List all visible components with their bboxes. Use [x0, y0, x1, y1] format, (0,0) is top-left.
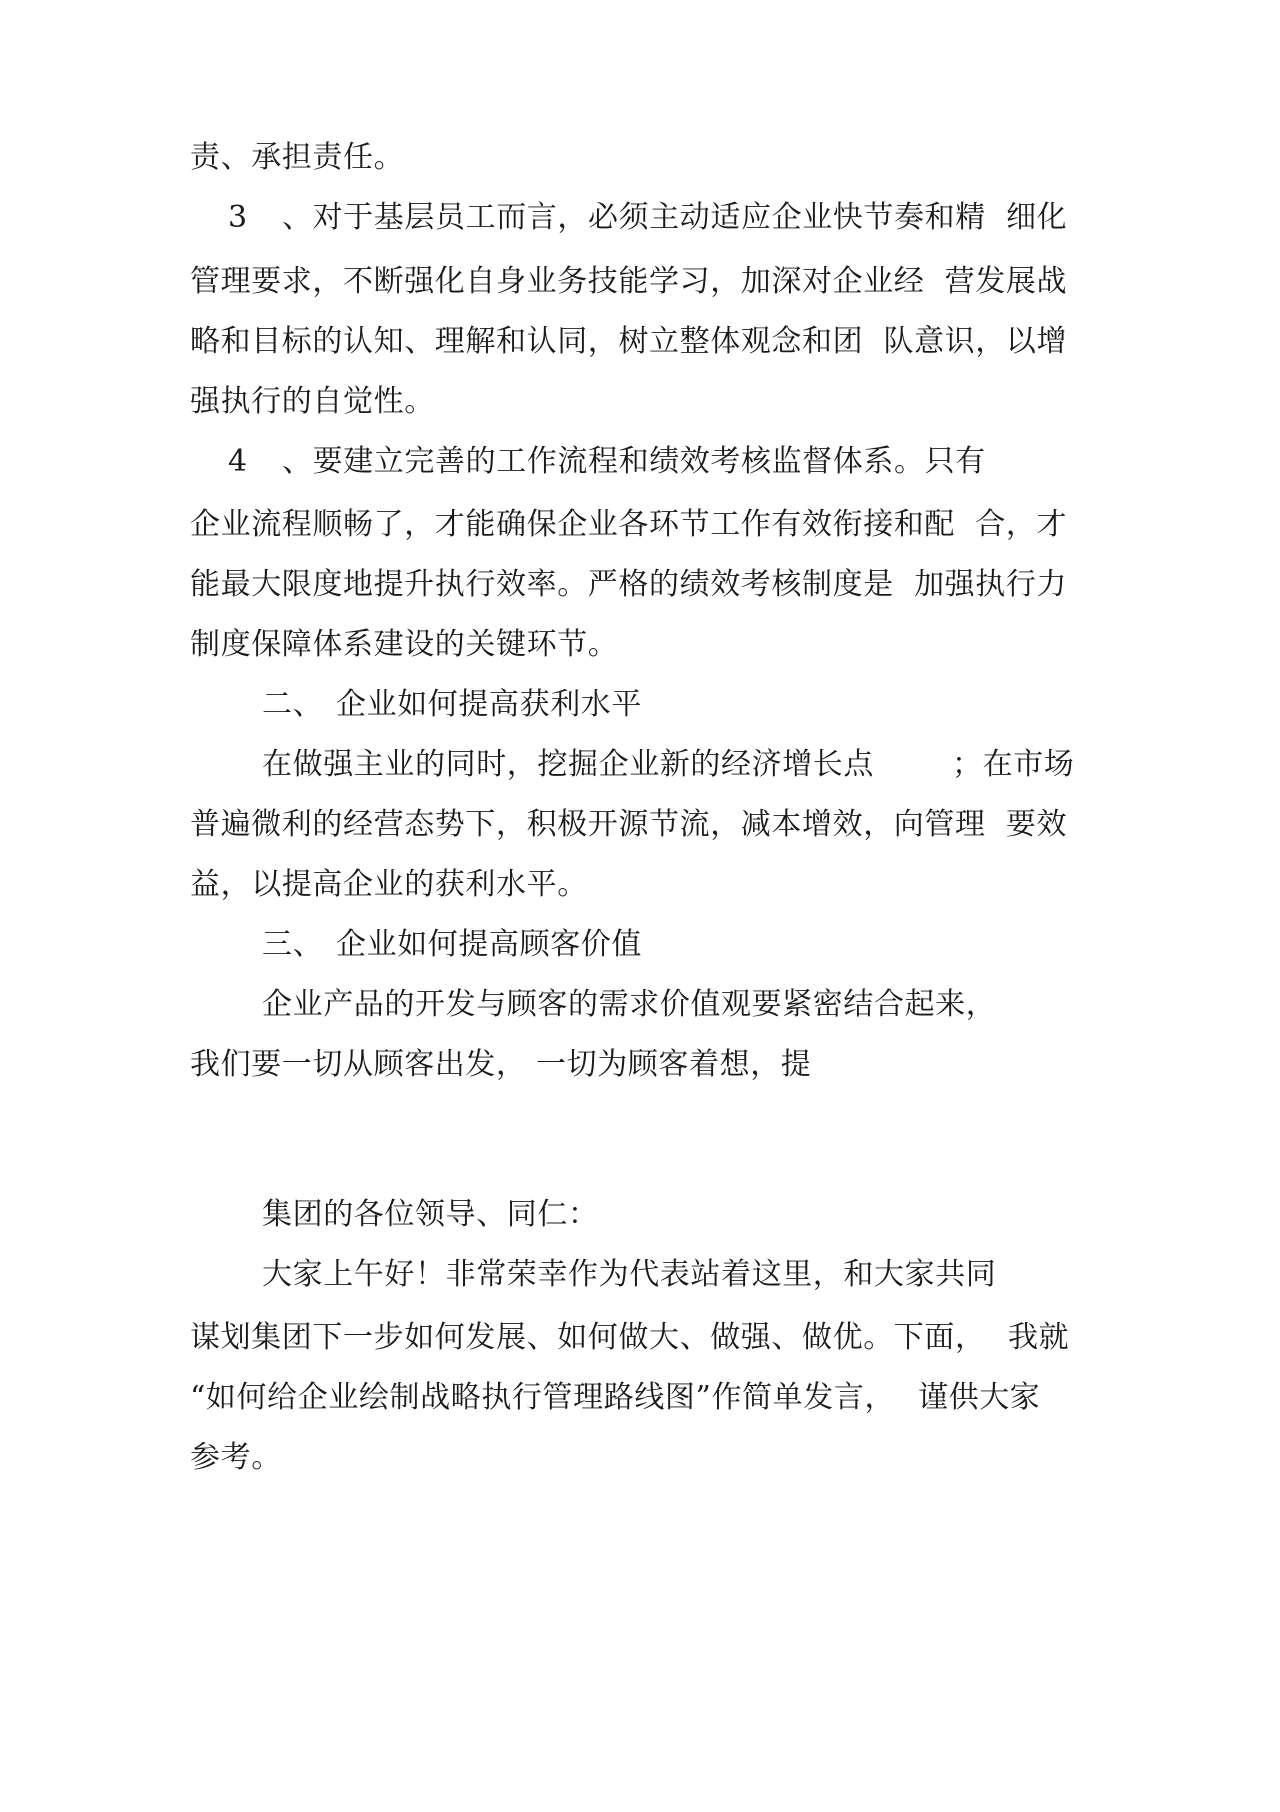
- text-line: 责、承担责任。: [190, 140, 405, 175]
- text-line: 普遍微利的经营态势下，积极开源节流，减本增效，向管理 要效: [190, 807, 1068, 842]
- text-line: 企业流程顺畅了，才能确保企业各环节工作有效衔接和配 合，才: [190, 507, 1068, 542]
- section-heading: 企业如何提高顾客价值: [336, 927, 642, 962]
- text-line: 制度保障体系建设的关键环节。: [190, 627, 619, 662]
- text-line: 我就: [1008, 1320, 1070, 1355]
- text-line: 、对于基层员工而言，必须主动适应企业快节奏和精 细化: [282, 200, 1068, 235]
- text-line: 益，以提高企业的获利水平。: [190, 867, 588, 902]
- text-line: 谋划集团下一步如何发展、如何做大、做强、做优。下面，: [190, 1320, 986, 1355]
- list-number: 3: [228, 200, 248, 235]
- section-heading: 企业如何提高获利水平: [336, 687, 642, 722]
- text-line: 我们要一切从顾客出发，: [190, 1047, 527, 1082]
- text-line: “如何给企业绘制战略执行管理路线图”作简单发言，: [190, 1380, 896, 1415]
- greeting: 集团的各位领导、同仁：: [262, 1197, 599, 1232]
- text-line: 、要建立完善的工作流程和绩效考核监督体系。只有: [282, 444, 986, 479]
- text-line: 企业产品的开发与顾客的需求价值观要紧密结合起来，: [262, 987, 997, 1022]
- text-line: 能最大限度地提升执行效率。严格的绩效考核制度是 加强执行力: [190, 567, 1068, 602]
- text-line: 大家上午好！非常荣幸作为代表站着这里，和大家共同: [262, 1257, 997, 1292]
- section-number: 二、: [262, 687, 324, 722]
- text-line: 谨供大家: [918, 1380, 1041, 1415]
- text-line: 强执行的自觉性。: [190, 384, 435, 419]
- text-line: ；在市场: [952, 747, 1075, 782]
- text-line: 略和目标的认知、理解和认同，树立整体观念和团 队意识，以增: [190, 324, 1068, 359]
- text-line: 管理要求，不断强化自身业务技能学习，加深对企业经 营发展战: [190, 264, 1068, 299]
- text-line: 在做强主业的同时，挖掘企业新的经济增长点: [262, 747, 874, 782]
- list-number: 4: [228, 444, 248, 479]
- section-number: 三、: [262, 927, 324, 962]
- text-line: 一切为顾客着想，提: [536, 1047, 812, 1082]
- text-line: 参考。: [190, 1440, 282, 1475]
